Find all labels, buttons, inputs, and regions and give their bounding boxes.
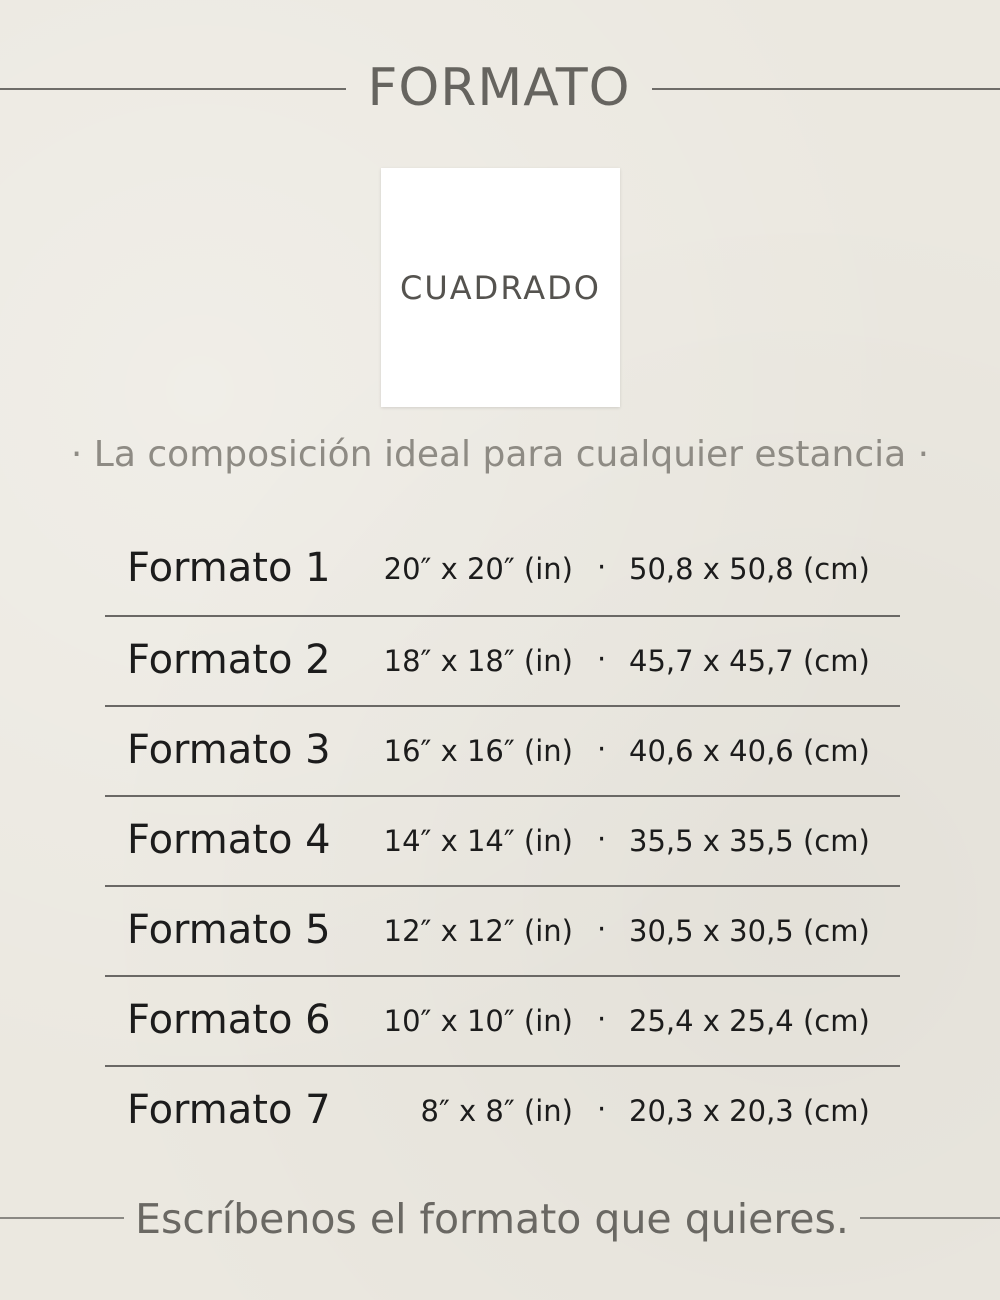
format-name: Formato 3 xyxy=(127,727,331,773)
format-name: Formato 7 xyxy=(127,1087,331,1133)
format-size-inches: 14″ x 14″ (in) xyxy=(383,824,573,858)
footer-message: Escríbenos el formato que quieres. xyxy=(135,1195,849,1243)
format-separator: · xyxy=(597,1092,607,1126)
format-name: Formato 4 xyxy=(127,817,331,863)
format-row xyxy=(105,1065,900,1155)
format-size-inches: 8″ x 8″ (in) xyxy=(420,1094,573,1128)
tagline: · La composición ideal para cualquier estancia · xyxy=(70,434,930,475)
footer-divider-left xyxy=(0,1217,124,1219)
format-separator: · xyxy=(597,732,607,766)
format-size-cm: 25,4 x 25,4 (cm) xyxy=(629,1004,870,1038)
header-divider-right xyxy=(652,88,1000,90)
square-format-card xyxy=(381,168,620,407)
format-row xyxy=(105,525,900,615)
header-divider-left xyxy=(0,88,346,90)
format-row xyxy=(105,705,900,795)
format-row xyxy=(105,885,900,975)
format-separator: · xyxy=(597,642,607,676)
footer-divider-right xyxy=(860,1217,1000,1219)
format-size-inches: 20″ x 20″ (in) xyxy=(383,552,573,586)
format-size-inches: 10″ x 10″ (in) xyxy=(383,1004,573,1038)
format-size-inches: 16″ x 16″ (in) xyxy=(383,734,573,768)
format-size-cm: 35,5 x 35,5 (cm) xyxy=(629,824,870,858)
format-separator: · xyxy=(597,822,607,856)
format-size-cm: 50,8 x 50,8 (cm) xyxy=(629,552,870,586)
format-size-cm: 40,6 x 40,6 (cm) xyxy=(629,734,870,768)
format-separator: · xyxy=(597,550,607,584)
format-name: Formato 6 xyxy=(127,997,331,1043)
format-name: Formato 5 xyxy=(127,907,331,953)
format-row xyxy=(105,615,900,705)
format-size-cm: 20,3 x 20,3 (cm) xyxy=(629,1094,870,1128)
format-name: Formato 2 xyxy=(127,637,331,683)
page-title: FORMATO xyxy=(367,58,631,118)
format-separator: · xyxy=(597,1002,607,1036)
format-separator: · xyxy=(597,912,607,946)
format-name: Formato 1 xyxy=(127,545,331,591)
format-row xyxy=(105,795,900,885)
format-table xyxy=(105,525,900,1155)
square-format-label: CUADRADO xyxy=(400,269,601,307)
format-size-inches: 18″ x 18″ (in) xyxy=(383,644,573,678)
format-size-cm: 30,5 x 30,5 (cm) xyxy=(629,914,870,948)
format-size-inches: 12″ x 12″ (in) xyxy=(383,914,573,948)
format-size-cm: 45,7 x 45,7 (cm) xyxy=(629,644,870,678)
format-row xyxy=(105,975,900,1065)
